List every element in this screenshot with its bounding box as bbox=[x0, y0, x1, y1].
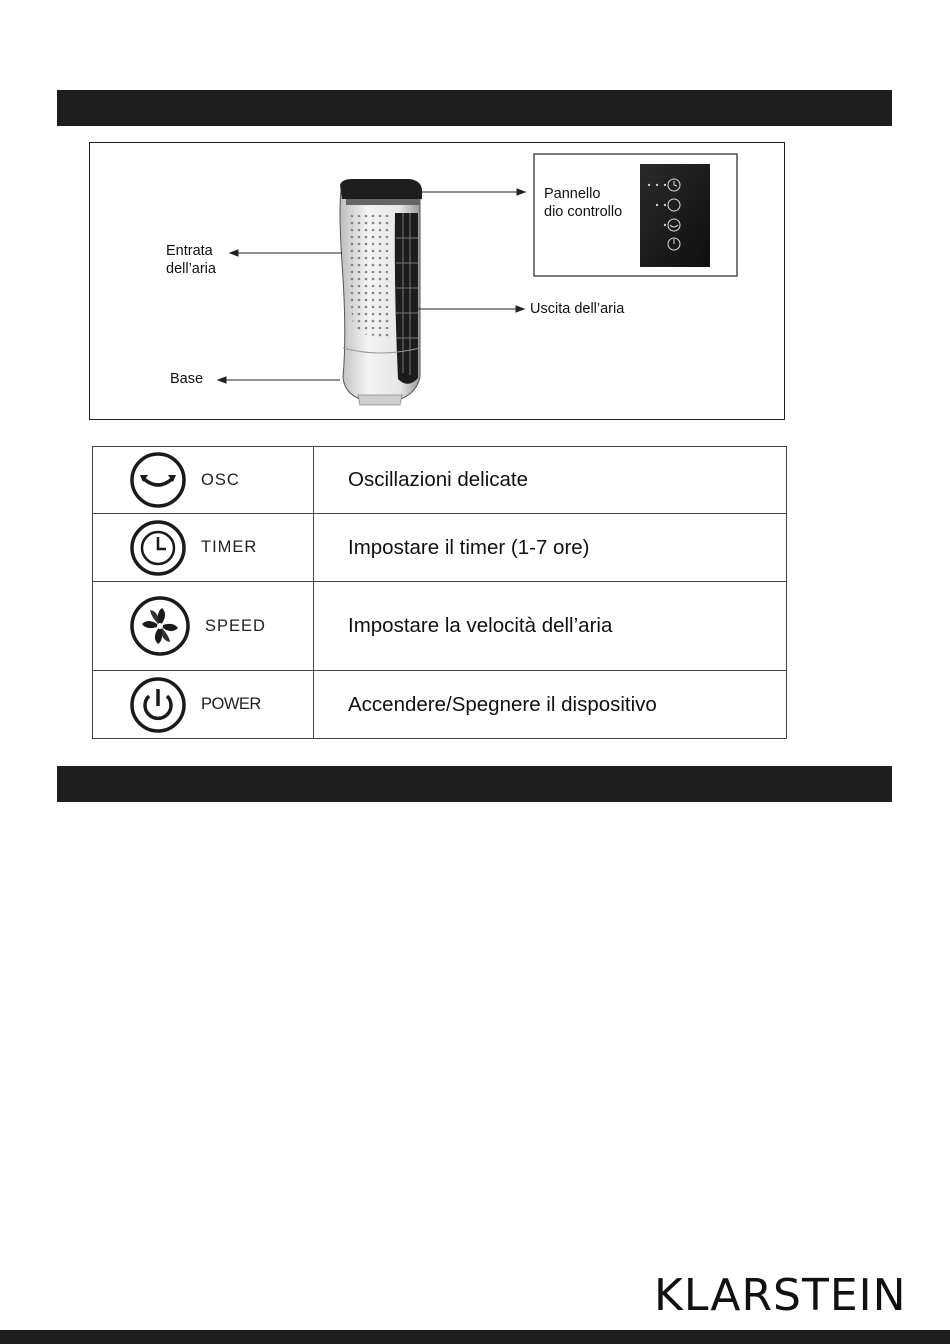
air-inlet-label: Entrata dell’aria bbox=[166, 243, 216, 277]
clock-icon bbox=[129, 519, 187, 577]
control-panel-label: Pannello dio controllo bbox=[544, 186, 623, 220]
oscillation-icon bbox=[129, 451, 187, 509]
brand-logo: KLARSTEIN bbox=[654, 1270, 907, 1321]
timer-button-label: TIMER bbox=[201, 538, 258, 556]
feature-table bbox=[92, 446, 787, 739]
speed-button-label: SPEED bbox=[205, 616, 266, 635]
base-label: Base bbox=[170, 371, 204, 387]
power-button-label: POWER bbox=[201, 695, 261, 713]
air-outlet-label: Uscita dell’aria bbox=[530, 301, 625, 317]
icon-cell bbox=[93, 671, 314, 739]
table-row bbox=[93, 447, 787, 514]
table-row bbox=[93, 514, 787, 582]
icon-cell bbox=[93, 514, 314, 582]
feature-description: Accendere/Spegnere il dispositivo bbox=[314, 671, 787, 739]
feature-description: Impostare il timer (1-7 ore) bbox=[314, 514, 787, 582]
product-diagram bbox=[89, 142, 785, 420]
feature-description: Oscillazioni delicate bbox=[314, 447, 787, 514]
fan-icon bbox=[129, 595, 191, 657]
section-header-bar bbox=[57, 766, 892, 802]
table-row bbox=[93, 582, 787, 671]
icon-cell bbox=[93, 582, 314, 671]
power-icon bbox=[129, 676, 187, 734]
footer-bar bbox=[0, 1330, 950, 1344]
osc-button-label: OSC bbox=[201, 470, 240, 489]
section-header-bar bbox=[57, 90, 892, 126]
icon-cell bbox=[93, 447, 314, 514]
table-row bbox=[93, 671, 787, 739]
feature-description: Impostare la velocità dell’aria bbox=[314, 582, 787, 671]
